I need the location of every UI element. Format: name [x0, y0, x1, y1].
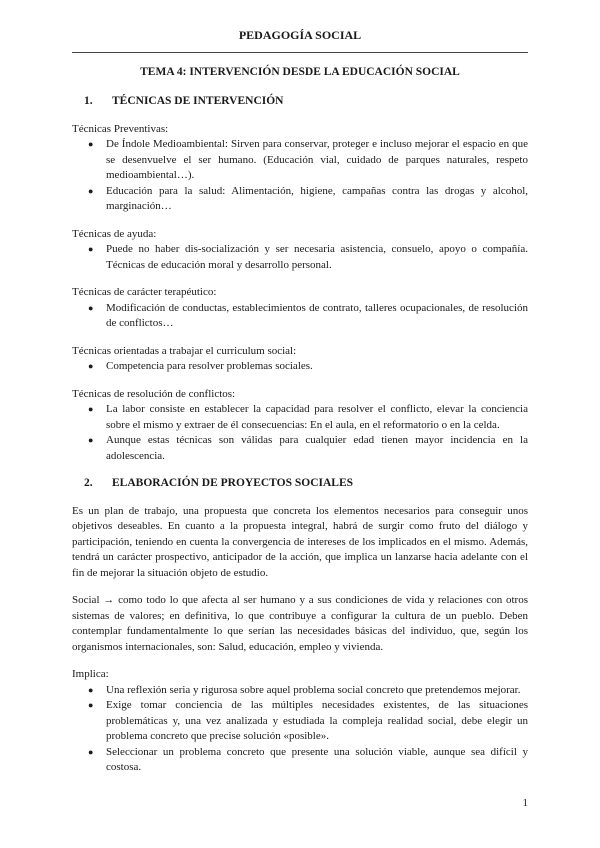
technique-group [72, 344, 528, 375]
bullet-icon: ● [88, 139, 94, 149]
bullet-item [72, 301, 528, 332]
technique-list [72, 137, 528, 215]
implica-title: Implica: [72, 668, 109, 680]
technique-group [72, 285, 528, 332]
bullet-item [72, 137, 528, 184]
bullet-text: Una reflexión seria y rigurosa sobre aquel problema social concreto que pretendemos mejorar. [106, 683, 521, 696]
technique-list [72, 402, 528, 464]
tema-title: TEMA 4: INTERVENCIÓN DESDE LA EDUCACIÓN SOCIAL [140, 65, 460, 78]
document-page [72, 28, 528, 788]
section-1-groups [72, 122, 528, 465]
bullet-text: Competencia para resolver problemas sociales. [106, 360, 313, 372]
implica-list [72, 683, 528, 776]
bullet-item [72, 745, 528, 776]
technique-list [72, 301, 528, 332]
bullet-item [72, 184, 528, 215]
bullet-icon: ● [88, 700, 94, 710]
paragraph-definition: Es un plan de trabajo, una propuesta que concreta los elementos necesarios para conseguir unos objetivos deseables. En cuanto a la propuesta integral, habrá de surgir como fruto del diálogo y participación, teniendo en cuenta la convergencia de intereses de los implicados en el mismo. Además, tendrá un carácter prospectivo, anticipador de la acción, que implica un lanzarse hacia adelante con el fin de mejorar la situación objeto de estudio. [72, 504, 528, 579]
bullet-icon: ● [88, 435, 94, 445]
section-2-number: 2. [84, 477, 93, 489]
implica-block [72, 667, 528, 776]
bullet-item [72, 359, 528, 375]
technique-group [72, 122, 528, 215]
technique-list [72, 242, 528, 273]
section-1-title: TÉCNICAS DE INTERVENCIÓN [112, 95, 284, 107]
bullet-icon: ● [88, 302, 94, 313]
section-1-heading [72, 94, 528, 110]
technique-group-title: Técnicas orientadas a trabajar el curriculum social: [72, 344, 297, 357]
bullet-icon: ● [88, 361, 94, 371]
bullet-text: Exige tomar conciencia de las múltiples necesidades existentes, de las situaciones problemáticas y, una vez analizada y estudiada la compleja realidad social, debe elegir un problema concreto que precise solución «posible». [106, 699, 528, 742]
bullet-icon: ● [88, 404, 94, 414]
bullet-text: La labor consiste en establecer la capacidad para resolver el conflicto, elevar la conciencia sobre el mismo y extraer de él consecuencias: En el aula, en el reformatorio o en la celda. [106, 403, 528, 431]
bullet-item [72, 242, 528, 273]
bullet-icon: ● [88, 185, 94, 196]
bullet-text: De Índole Medioambiental: Sirven para conservar, proteger e incluso mejorar el espacio en que se desenvuelve el ser humano. (Educación vial, cuidado de parques naturales, respeto medioambiental…). [106, 138, 528, 181]
bullet-text: Puede no haber dis-socialización y ser necesaria asistencia, consuelo, apoyo o compañía. Técnicas de educación moral y desarrollo personal. [106, 243, 528, 271]
bullet-item [72, 698, 528, 745]
bullet-item [72, 402, 528, 433]
technique-group-title: Técnicas de carácter terapéutico: [72, 286, 217, 298]
bullet-item [72, 433, 528, 464]
technique-list [72, 359, 528, 375]
bullet-icon: ● [88, 746, 94, 757]
paragraph-social: Social → como todo lo que afecta al ser humano y a sus condiciones de vida y relaciones con otros sistemas de valores; en definitiva, lo que contribuye a configurar la cultura de un pueblo. Deben contemplar fundamentalmente lo que serían las necesidades básicas del individuo, que, según los organismos internacionales, son: Salud, educación, empleo y vivienda. [72, 594, 528, 653]
technique-group [72, 227, 528, 274]
section-2-heading [72, 476, 528, 492]
bullet-icon: ● [88, 684, 94, 695]
bullet-text: Aunque estas técnicas son válidas para cualquier edad tienen mayor incidencia en la adolescencia. [106, 434, 528, 462]
technique-group-title: Técnicas de ayuda: [72, 227, 157, 240]
section-1-number: 1. [84, 95, 93, 107]
bullet-text: Seleccionar un problema concreto que presente una solución viable, aunque sea difícil y costosa. [106, 745, 528, 773]
technique-group-title: Técnicas Preventivas: [72, 122, 169, 135]
bullet-text: Educación para la salud: Alimentación, higiene, campañas contra las drogas y alcohol, marginación… [106, 184, 528, 212]
section-2-title: ELABORACIÓN DE PROYECTOS SOCIALES [112, 477, 354, 489]
bullet-text: Modificación de conductas, establecimientos de contrato, talleres ocupacionales, de resolución de conflictos… [106, 301, 528, 329]
bullet-item [72, 683, 528, 699]
bullet-icon: ● [88, 244, 94, 254]
page-header: PEDAGOGÍA SOCIAL [72, 28, 528, 53]
technique-group-title: Técnicas de resolución de conflictos: [72, 387, 236, 400]
technique-group [72, 387, 528, 465]
page-number: 1 [522, 797, 528, 809]
